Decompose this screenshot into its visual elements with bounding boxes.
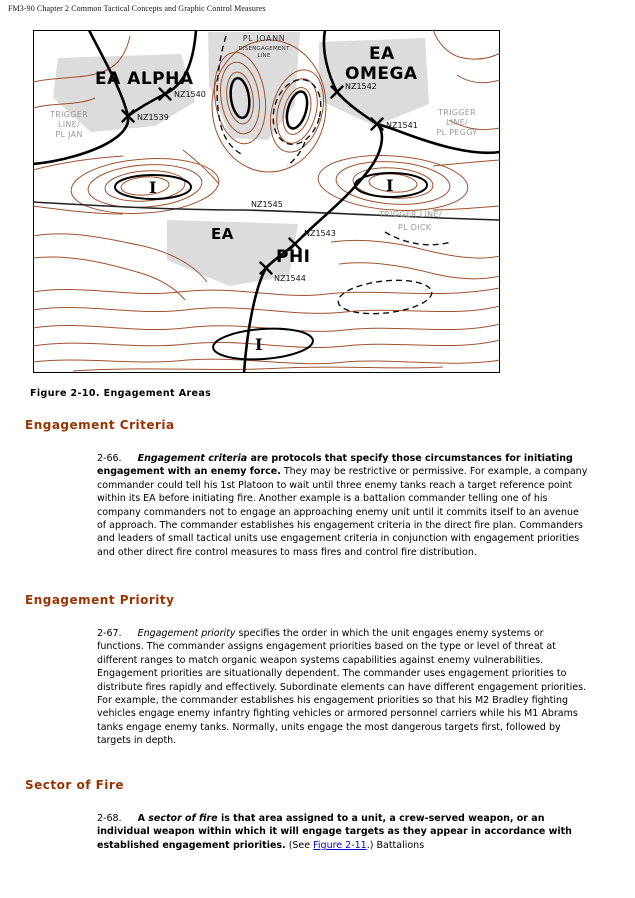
- text-segment: is that area assigned to a unit, a crew-served weapon, or an individual weapon within which it will engage targets as they appear in accordance with established engagement priorities.: [97, 813, 572, 851]
- unit-marker-south: I: [255, 335, 263, 354]
- unit-marker-east: I: [386, 176, 394, 195]
- label-pl-joann: PL JOANN: [242, 34, 286, 43]
- label-nz1542: NZ1542: [345, 82, 377, 91]
- label-ea-phi-2: PHI: [276, 247, 311, 267]
- paragraph-2-68: [97, 812, 589, 852]
- text-segment: (See: [285, 839, 314, 851]
- text-segment: sector of fire: [148, 813, 218, 824]
- label-ea-alpha: EA ALPHA: [95, 69, 194, 89]
- label-nz1544: NZ1544: [274, 274, 306, 283]
- label-nz1539: NZ1539: [137, 113, 169, 122]
- text-segment: specifies the order in which the unit engages enemy systems or functions. The commander assigns engagement priorities based on the type or level of threat at different ranges to match organic weapon systems capabilities against enemy vulnerabilities. Engagement priorities are situationally dependent. The commander uses engagement priorities to distribute fires rapidly and effectively. Subordinate elements can have different engagement priorities. For example, the commander establishes his engagement priorities so that his M2 Bradley fighting vehicles engage enemy infantry fighting vehicles or armored personnel carriers while his M1 Abrams tanks engage enemy tanks. Normally, units engage the most dangerous targets first, followed by targets in depth.: [97, 628, 587, 747]
- label-ea-omega-1: EA: [369, 44, 395, 64]
- label-nz1543: NZ1543: [304, 229, 336, 238]
- label-nz1541: NZ1541: [386, 121, 418, 130]
- paragraph-number: 2-68.: [97, 813, 122, 824]
- figure-2-11-link[interactable]: Figure 2-11: [313, 839, 367, 851]
- label-trigger-line-pl-peggy-2: LINE/: [445, 118, 469, 127]
- label-trigger-line-pl-dick-2: PL DICK: [398, 223, 432, 232]
- text-segment: are protocols that specify those circumstances for initiating engagement with an enemy force.: [97, 453, 573, 478]
- unit-marker-west: I: [149, 178, 157, 197]
- label-trigger-line-pl-dick-1: TRIGGER LINE/: [379, 210, 442, 219]
- section-heading-sector-of-fire: Sector of Fire: [25, 778, 124, 792]
- label-nz1545: NZ1545: [251, 200, 283, 209]
- engagement-areas-map-svg: [33, 30, 500, 373]
- label-trigger-line-pl-peggy-3: PL PEGGY: [436, 128, 478, 137]
- label-trigger-line-pl-peggy-1: TRIGGER: [438, 108, 476, 117]
- label-ea-omega-2: OMEGA: [345, 64, 418, 84]
- label-ea-phi-1: EA: [211, 225, 234, 243]
- text-segment: They may be restrictive or permissive. For example, a company commander could tell his 1st Platoon to wait until three enemy tanks reach a target reference point within its EA before initiating fire. Another example is a battalion commander telling one of his company commanders not to engage an approaching enemy unit until it commits itself to an avenue of approach. The commander establishes his engagement criteria in the direct fire plan. Commanders and leaders of small tactical units use engagement criteria in conjunction with engagement priorities and other direct fire control measures to mass fires and control fire distribution.: [97, 466, 588, 558]
- label-trigger-line-pl-jan-1: TRIGGER: [50, 110, 88, 119]
- text-segment: .) Battalions: [366, 839, 425, 851]
- paragraph-number: 2-67.: [97, 628, 122, 639]
- label-disengagement-line-2: LINE: [257, 53, 271, 59]
- label-trigger-line-pl-jan-3: PL JAN: [55, 130, 83, 139]
- document-header: FM3-90 Chapter 2 Common Tactical Concepts and Graphic Control Measures: [8, 4, 266, 13]
- text-segment: A: [137, 813, 149, 824]
- paragraph-2-66: [97, 452, 589, 559]
- figure-caption: Figure 2-10. Engagement Areas: [30, 388, 212, 399]
- label-trigger-line-pl-jan-2: LINE/: [57, 120, 81, 129]
- paragraph-2-67: [97, 627, 589, 748]
- label-disengagement-line-1: DISENGAGEMENT: [238, 46, 290, 52]
- text-segment: Engagement criteria: [137, 453, 248, 464]
- section-heading-engagement-criteria: Engagement Criteria: [25, 418, 175, 432]
- paragraph-number: 2-66.: [97, 453, 122, 464]
- label-nz1540: NZ1540: [174, 90, 206, 99]
- section-heading-engagement-priority: Engagement Priority: [25, 593, 175, 607]
- text-segment: Engagement priority: [137, 628, 236, 639]
- figure-engagement-areas-map: [33, 30, 500, 373]
